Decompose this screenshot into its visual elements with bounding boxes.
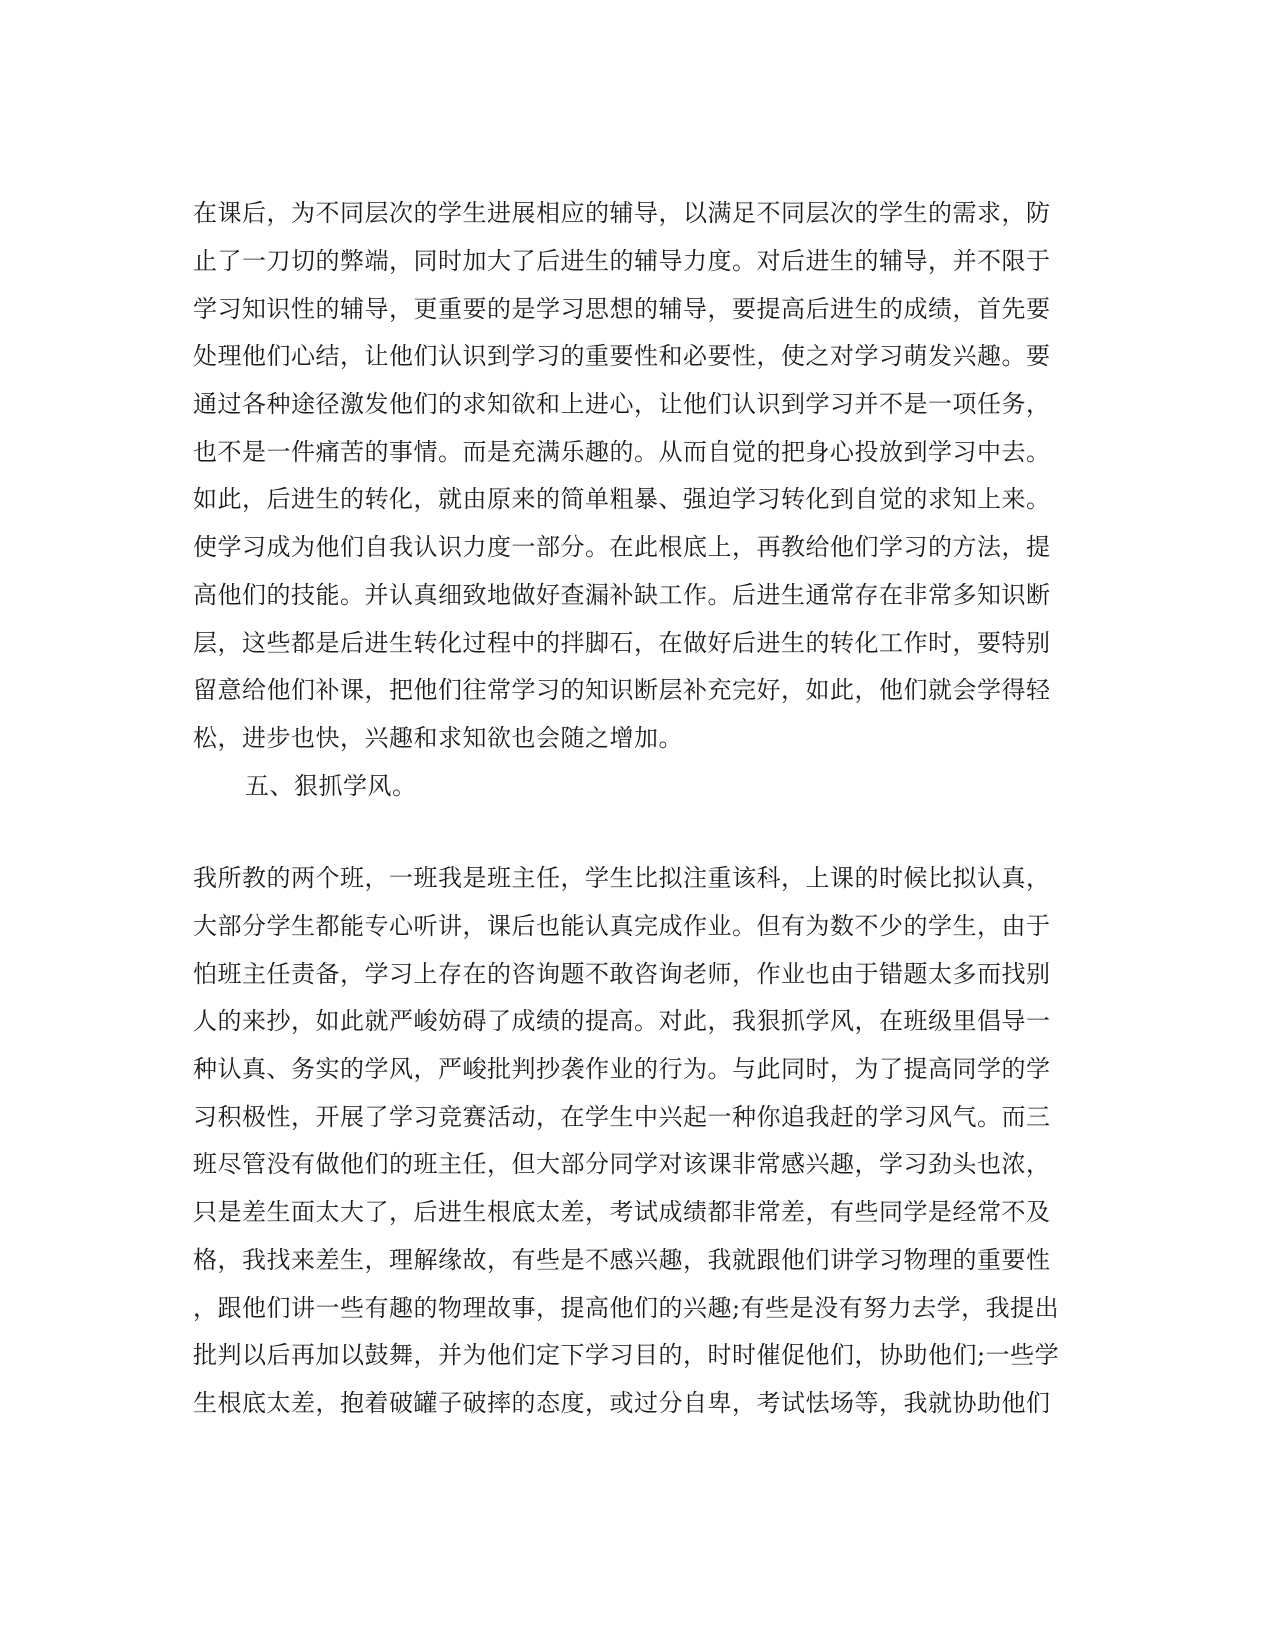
text-line: 种认真、务实的学风，严峻批判抄袭作业的行为。与此同时，为了提高同学的学 — [193, 1055, 1051, 1083]
text-line: ，跟他们讲一些有趣的物理故事，提高他们的兴趣;有些是没有努力去学，我提出 — [193, 1294, 1060, 1322]
text-line: 大部分学生都能专心听讲，课后也能认真完成作业。但有为数不少的学生，由于 — [193, 912, 1051, 940]
text-line: 使学习成为他们自我认识力度一部分。在此根底上，再教给他们学习的方法，提 — [193, 533, 1051, 561]
text-line: 松，进步也快，兴趣和求知欲也会随之增加。 — [193, 724, 683, 752]
text-line: 也不是一件痛苦的事情。而是充满乐趣的。从而自觉的把身心投放到学习中去。 — [193, 438, 1051, 466]
text-line: 习积极性，开展了学习竞赛活动，在学生中兴起一种你追我赶的学习风气。而三 — [193, 1103, 1051, 1131]
text-line: 留意给他们补课，把他们往常学习的知识断层补充完好，如此，他们就会学得轻 — [193, 676, 1051, 704]
text-line: 班尽管没有做他们的班主任，但大部分同学对该课非常感兴趣，学习劲头也浓， — [193, 1150, 1051, 1178]
text-line: 我所教的两个班，一班我是班主任，学生比拟注重该科，上课的时候比拟认真， — [193, 864, 1051, 892]
text-line: 如此，后进生的转化，就由原来的简单粗暴、强迫学习转化到自觉的求知上来。 — [193, 485, 1051, 513]
text-line: 生根底太差，抱着破罐子破摔的态度，或过分自卑，考试怯场等，我就协助他们 — [193, 1389, 1051, 1417]
text-line: 在课后，为不同层次的学生进展相应的辅导，以满足不同层次的学生的需求，防 — [193, 199, 1051, 227]
text-line: 层，这些都是后进生转化过程中的拌脚石，在做好后进生的转化工作时，要特别 — [193, 629, 1051, 657]
text-line: 止了一刀切的弊端，同时加大了后进生的辅导力度。对后进生的辅导，并不限于 — [193, 247, 1051, 275]
section-heading: 五、狠抓学风。 — [245, 772, 417, 800]
text-line: 高他们的技能。并认真细致地做好查漏补缺工作。后进生通常存在非常多知识断 — [193, 581, 1051, 609]
text-line: 怕班主任责备，学习上存在的咨询题不敢咨询老师，作业也由于错题太多而找别 — [193, 960, 1051, 988]
text-line: 通过各种途径激发他们的求知欲和上进心，让他们认识到学习并不是一项任务， — [193, 390, 1051, 418]
text-line: 学习知识性的辅导，更重要的是学习思想的辅导，要提高后进生的成绩，首先要 — [193, 295, 1051, 323]
text-line: 只是差生面太大了，后进生根底太差，考试成绩都非常差，有些同学是经常不及 — [193, 1198, 1051, 1226]
text-line: 批判以后再加以鼓舞，并为他们定下学习目的，时时催促他们，协助他们;一些学 — [193, 1341, 1060, 1369]
text-line: 处理他们心结，让他们认识到学习的重要性和必要性，使之对学习萌发兴趣。要 — [193, 342, 1051, 370]
text-line: 格，我找来差生，理解缘故，有些是不感兴趣，我就跟他们讲学习物理的重要性 — [193, 1246, 1051, 1274]
text-line: 人的来抄，如此就严峻妨碍了成绩的提高。对此，我狠抓学风，在班级里倡导一 — [193, 1007, 1051, 1035]
